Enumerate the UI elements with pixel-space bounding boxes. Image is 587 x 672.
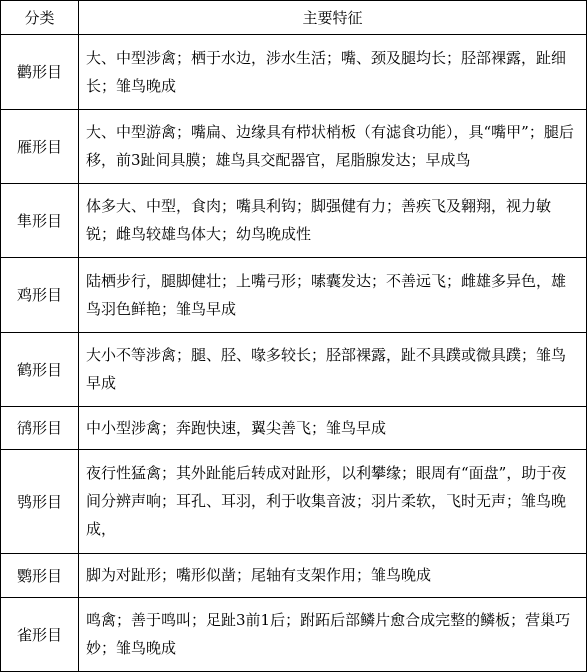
order-features: 大小不等涉禽；腿、胫、喙多较长；胫部裸露，趾不具蹼或微具蹼；雏鸟早成	[79, 333, 587, 407]
order-name: 雀形目	[1, 598, 79, 672]
order-name: 隼形目	[1, 184, 79, 258]
table-row	[1, 554, 587, 598]
table-row	[1, 450, 587, 554]
order-features: 大、中型游禽；嘴扁、边缘具有栉状梢板（有滤食功能），具“嘴甲”；腿后移，前3趾间具膜；雄鸟具交配器官，尾脂腺发达；早成鸟	[79, 110, 587, 184]
order-features: 陆栖步行，腿脚健壮；上嘴弓形；嗉囊发达；不善远飞；雌雄多异色，雄鸟羽色鲜艳；雏鸟早成	[79, 258, 587, 333]
order-features: 夜行性猛禽；其外趾能后转成对趾形，以利攀缘；眼周有“面盘”，助于夜间分辨声响；耳孔、耳羽，利于收集音波；羽片柔软，飞时无声；雏鸟晚成，	[79, 450, 587, 554]
header-main-features: 主要特征	[79, 1, 587, 35]
table-row	[1, 407, 587, 450]
order-name: 鸻形目	[1, 407, 79, 450]
order-features: 中小型涉禽；奔跑快速，翼尖善飞；雏鸟早成	[79, 407, 587, 450]
order-name: 鸮形目	[1, 450, 79, 554]
table-row	[1, 184, 587, 258]
table-row	[1, 598, 587, 672]
table-row	[1, 258, 587, 333]
order-name: 鹤形目	[1, 333, 79, 407]
order-name: 雁形目	[1, 110, 79, 184]
order-features: 体多大、中型，食肉；嘴具利钩；脚强健有力；善疾飞及翱翔，视力敏锐；雌鸟较雄鸟体大；幼鸟晚成性	[79, 184, 587, 258]
order-name: 鹳形目	[1, 35, 79, 110]
order-features: 脚为对趾形；嘴形似凿；尾轴有支架作用；雏鸟晚成	[79, 554, 587, 598]
order-features: 大、中型涉禽；栖于水边，涉水生活；嘴、颈及腿均长；胫部裸露，趾细长；雏鸟晚成	[79, 35, 587, 110]
table-row	[1, 333, 587, 407]
table-row	[1, 35, 587, 110]
table-row	[1, 110, 587, 184]
header-classification: 分类	[1, 1, 79, 35]
order-features: 鸣禽；善于鸣叫；足趾3前1后；跗跖后部鳞片愈合成完整的鳞板；营巢巧妙；雏鸟晚成	[79, 598, 587, 672]
order-name: 鸡形目	[1, 258, 79, 333]
header-row	[1, 1, 587, 35]
order-name: 鹦形目	[1, 554, 79, 598]
